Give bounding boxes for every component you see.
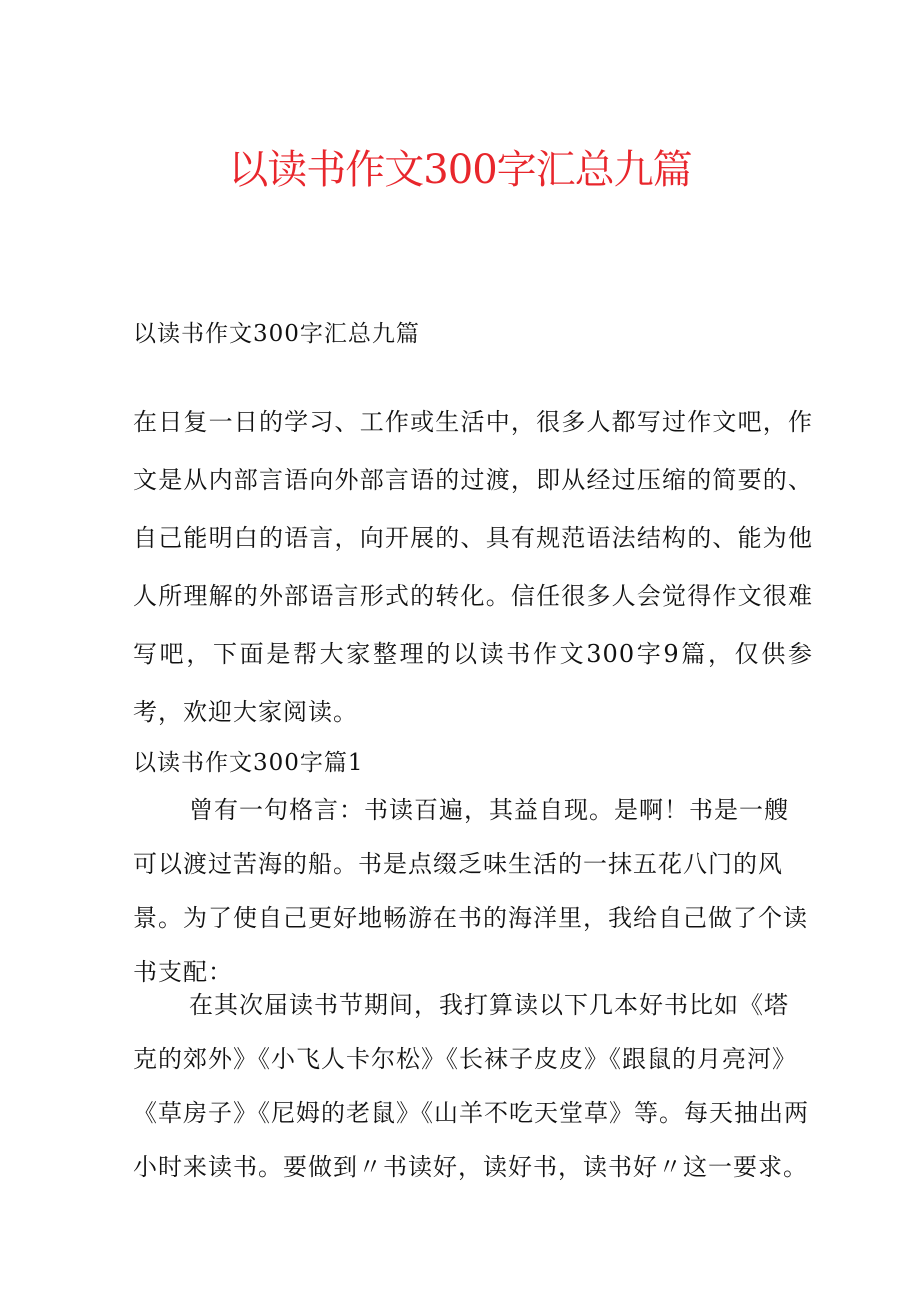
section-paragraph-1: 曾有一句格言：书读百遍，其益自现。是啊！书是一艘可以渡过苦海的船。书是点缀乏味生活的一抹五花八门的风景。为了使自己更好地畅游在书的海洋里，我给自己做了个读书支配： [133,796,808,986]
document-subtitle: 以读书作文300字汇总九篇 [133,321,420,347]
intro-paragraph: 在日复一日的学习、工作或生活中，很多人都写过作文吧，作文是从内部言语向外部言语的过渡，即从经过压缩的简要的、自己能明白的语言，向开展的、具有规范语法结构的、能为他人所理解的外部语言形式的转化。信任很多人会觉得作文很难写吧，下面是帮大家整理的以读书作文300字9篇，仅供参考，欢迎大家阅读。 [133,408,813,726]
section-paragraph-2: 在其次届读书节期间，我打算读以下几本好书比如《塔克的郊外》《小飞人卡尔松》《长袜子皮皮》《跟鼠的月亮河》《草房子》《尼姆的老鼠》《山羊不吃天堂草》等。每天抽出两小时来读书。要做到〃书读好，读好书，读书好〃这一要求。 [133,991,809,1181]
section-heading: 以读书作文300字篇1 [133,750,364,776]
document-title: 以读书作文300字汇总九篇 [228,147,692,193]
